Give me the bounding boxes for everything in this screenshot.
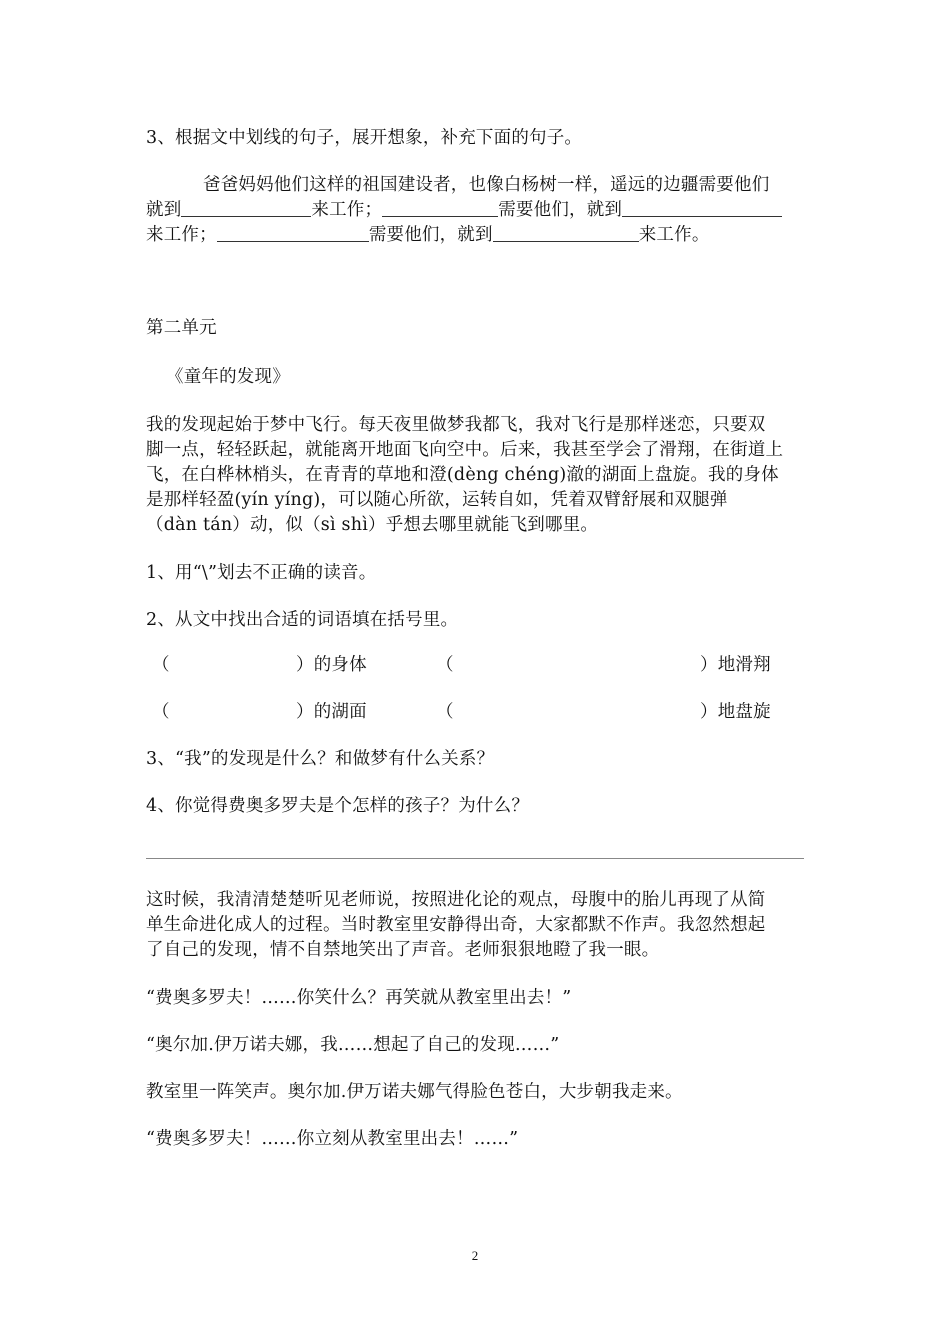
blank-line[interactable] — [181, 198, 311, 217]
question-1: 1、用“\”划去不正确的读音。 — [146, 563, 377, 583]
unit-heading: 第二单元 — [146, 318, 217, 338]
lesson-title: 《童年的发现》 — [166, 367, 290, 387]
blank-line[interactable] — [217, 223, 369, 242]
page-number: 2 — [471, 1248, 479, 1263]
bracket-open: （ — [436, 702, 454, 722]
question-3-heading: 3、根据文中划线的句子，展开想象，补充下面的句子。 — [146, 128, 583, 148]
dialogue-line: “奥尔加.伊万诺夫娜，我……想起了自己的发现……” — [146, 1035, 560, 1055]
text-segment: 来工作。 — [638, 225, 710, 245]
passage-line: 我的发现起始于梦中飞行。每天夜里做梦我都飞，我对飞行是那样迷恋，只要双 — [146, 415, 766, 435]
bracket-open: （ — [152, 702, 170, 722]
passage-line: 飞，在白桦林梢头，在青青的草地和澄(dèng chéng)澈的湖面上盘旋。我的身体 — [146, 465, 779, 485]
bracket-open: （ — [436, 655, 454, 675]
passage-line: 了自己的发现，情不自禁地笑出了声音。老师狠狠地瞪了我一眼。 — [146, 940, 660, 960]
fill-paragraph-line-3 — [146, 220, 710, 250]
question-2: 2、从文中找出合适的词语填在括号里。 — [146, 610, 459, 630]
horizontal-divider — [146, 858, 804, 859]
blank-line[interactable] — [382, 198, 498, 217]
narration-line: 教室里一阵笑声。奥尔加.伊万诺夫娜气得脸色苍白，大步朝我走来。 — [146, 1082, 683, 1102]
text-segment: 来工作； — [146, 225, 217, 245]
passage-line: 是那样轻盈(yín yíng)，可以随心所欲，运转自如，凭着双臂舒展和双腿弹 — [146, 490, 728, 510]
passage-line: 脚一点，轻轻跃起，就能离开地面飞向空中。后来，我甚至学会了滑翔，在街道上 — [146, 440, 784, 460]
dialogue-line: “费奥多罗夫！……你笑什么？再笑就从教室里出去！” — [146, 988, 572, 1008]
bracket-close-label: ）地盘旋 — [700, 702, 771, 722]
bracket-close-label: ）的身体 — [296, 655, 367, 675]
text-segment: 来工作； — [311, 200, 383, 220]
fill-paragraph-line-1: 爸爸妈妈他们这样的祖国建设者，也像白杨树一样，遥远的边疆需要他们 — [203, 175, 770, 195]
question-3: 3、“我”的发现是什么？和做梦有什么关系？ — [146, 749, 495, 769]
blank-line[interactable] — [493, 223, 639, 242]
bracket-close-label: ）地滑翔 — [700, 655, 771, 675]
passage-line: （dàn tán）动，似（sì shì）乎想去哪里就能飞到哪里。 — [146, 515, 599, 535]
text-segment: 需要他们，就到 — [368, 225, 493, 245]
bracket-open: （ — [152, 655, 170, 675]
question-4: 4、你觉得费奥多罗夫是个怎样的孩子？为什么？ — [146, 796, 530, 816]
bracket-close-label: ）的湖面 — [296, 702, 367, 722]
blank-line[interactable] — [622, 198, 782, 217]
passage-line: 单生命进化成人的过程。当时教室里安静得出奇，大家都默不作声。我忽然想起 — [146, 915, 766, 935]
text-segment: 需要他们，就到 — [498, 200, 623, 220]
passage-line: 这时候，我清清楚楚听见老师说，按照进化论的观点，母腹中的胎儿再现了从简 — [146, 890, 766, 910]
text-segment: 就到 — [146, 200, 182, 220]
dialogue-line: “费奥多罗夫！……你立刻从教室里出去！……” — [146, 1129, 519, 1149]
